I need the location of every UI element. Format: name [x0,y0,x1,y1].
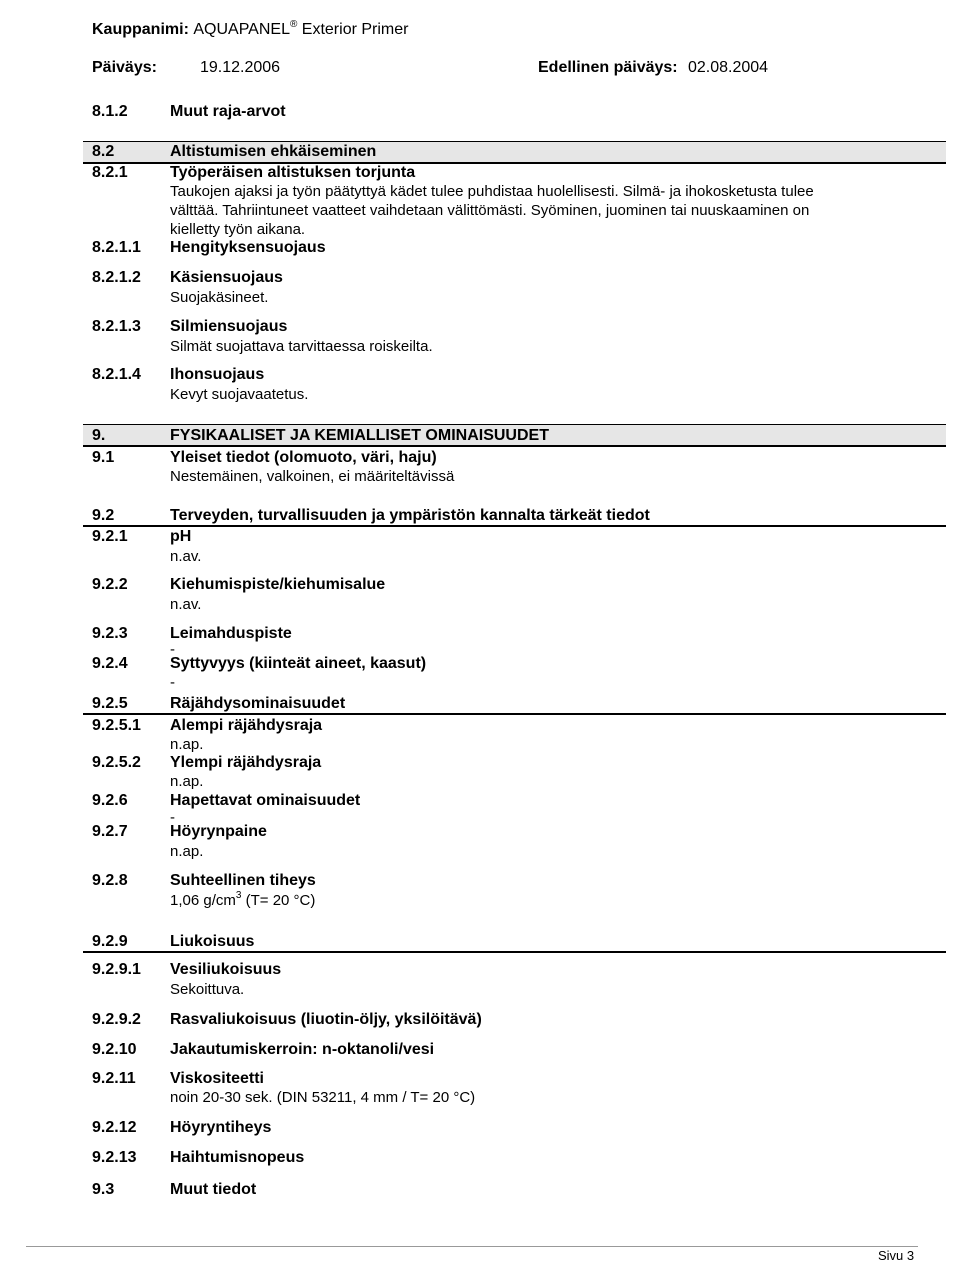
section-value: - [170,641,175,658]
section-title: Altistumisen ehkäiseminen [170,143,377,160]
section-number: 9.1 [92,449,115,466]
prev-date-label: Edellinen päiväys: [538,59,678,76]
section-number: 9.2.1 [92,528,128,545]
section-title: Työperäisen altistuksen torjunta [170,164,416,181]
section-number: 9.2.9.2 [92,1011,141,1028]
section-value: - [170,809,175,826]
section-value: Sekoittuva. [170,981,245,998]
section-number: 9.2.11 [92,1070,136,1087]
section-title: Rasvaliukoisuus (liuotin-öljy, yksilöitävä) [170,1011,482,1028]
paragraph-line: kielletty työn aikana. [170,221,306,238]
section-number: 9.2.5.2 [92,754,141,771]
section-title: Terveyden, turvallisuuden ja ympäristön kannalta tärkeät tiedot [170,507,650,524]
date-label: Päiväys: [92,59,157,76]
section-number: 9.2.8 [92,872,128,889]
section-title: pH [170,528,192,545]
section-underline [83,951,946,953]
section-number: 9.2 [92,507,115,524]
section-underline [83,525,946,527]
section-number: 9.2.9 [92,933,128,950]
density-exponent: 3 [235,890,242,901]
section-value: Silmät suojattava tarvittaessa roiskeilta. [170,338,433,355]
section-number: 9.3 [92,1181,115,1198]
section-value: n.ap. [170,773,204,790]
section-number: 9.2.2 [92,576,128,593]
section-title: Yleiset tiedot (olomuoto, väri, haju) [170,449,437,466]
section-number: 9.2.7 [92,823,128,840]
section-title: Ylempi räjähdysraja [170,754,322,771]
section-number: 9.2.3 [92,625,128,642]
footer-divider [26,1246,918,1247]
product-name-label [92,20,408,40]
product-name [193,21,408,38]
section-value: Nestemäinen, valkoinen, ei määriteltävissä [170,468,455,485]
section-title: Ihonsuojaus [170,366,265,383]
section-title: Haihtumisnopeus [170,1149,305,1166]
product-label: Kauppanimi: [92,21,189,38]
section-title: Syttyvyys (kiinteät aineet, kaasut) [170,655,427,672]
section-title: Höyrynpaine [170,823,267,840]
section-value: n.ap. [170,736,204,753]
section-number: 8.2 [92,143,115,160]
section-number: 8.1.2 [92,103,128,120]
section-title: Alempi räjähdysraja [170,717,323,734]
section-number: 8.2.1.1 [92,239,141,256]
section-number: 9.2.4 [92,655,128,672]
paragraph-line: välttää. Tahriintuneet vaatteet vaihdetaan välittömästi. Syöminen, juominen tai nuuskaaminen on [170,202,810,219]
section-number: 9.2.5 [92,695,128,712]
section-number: 9.2.5.1 [92,717,141,734]
density-value [170,891,315,910]
prev-date-value: 02.08.2004 [688,59,769,76]
section-value: noin 20-30 sek. (DIN 53211, 4 mm / T= 20 °C) [170,1089,476,1106]
section-value: n.av. [170,548,202,565]
section-title: Suhteellinen tiheys [170,872,316,889]
section-number: 9.2.9.1 [92,961,141,978]
registered-mark: ® [289,19,298,30]
section-title: Käsiensuojaus [170,269,283,286]
section-number: 8.2.1 [92,164,128,181]
section-number: 9.2.6 [92,792,128,809]
section-title: FYSIKAALISET JA KEMIALLISET OMINAISUUDET [170,427,549,444]
date-value: 19.12.2006 [200,59,281,76]
section-number: 9.2.10 [92,1041,137,1058]
density-number: 1,06 g/cm [170,892,236,909]
section-title: Vesiliukoisuus [170,961,282,978]
section-underline [83,713,946,715]
section-value: - [170,674,175,691]
section-title: Jakautumiskerroin: n-oktanoli/vesi [170,1041,435,1058]
section-value: n.ap. [170,843,204,860]
section-number: 9. [92,427,106,444]
section-number: 8.2.1.3 [92,318,141,335]
section-value: n.av. [170,596,202,613]
product-name-main: AQUAPANEL [193,21,290,38]
section-title: Höyryntiheys [170,1119,272,1136]
section-number: 9.2.13 [92,1149,137,1166]
section-title: Hapettavat ominaisuudet [170,792,361,809]
section-title: Liukoisuus [170,933,255,950]
section-title: Leimahduspiste [170,625,292,642]
paragraph-line: Taukojen ajaksi ja työn päätyttyä kädet tulee puhdistaa huolellisesti. Silmä- ja ihokosketusta tulee [170,183,814,200]
section-title: Viskositeetti [170,1070,264,1087]
product-name-rest: Exterior Primer [297,21,409,38]
section-number: 8.2.1.2 [92,269,141,286]
section-value: Kevyt suojavaatetus. [170,386,309,403]
density-temperature: (T= 20 °C) [241,892,316,909]
section-title: Räjähdysominaisuudet [170,695,346,712]
section-title: Silmiensuojaus [170,318,288,335]
page-number: Sivu 3 [878,1248,915,1263]
section-title: Muut raja-arvot [170,103,286,120]
section-title: Kiehumispiste/kiehumisalue [170,576,386,593]
section-title: Muut tiedot [170,1181,257,1198]
section-title: Hengityksensuojaus [170,239,326,256]
section-value: Suojakäsineet. [170,289,269,306]
section-number: 9.2.12 [92,1119,137,1136]
section-number: 8.2.1.4 [92,366,141,383]
